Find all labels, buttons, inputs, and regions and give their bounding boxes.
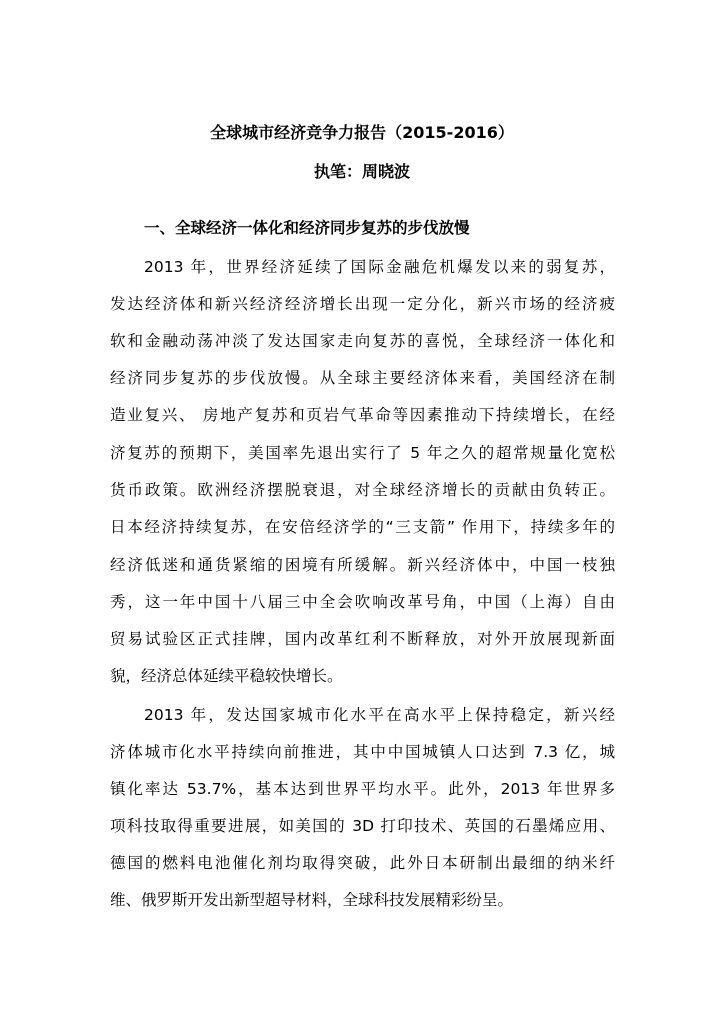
report-title: 全球城市经济竞争力报告（2015-2016） [210, 123, 514, 142]
paragraph-1-line: 秀，这一年中国十八届三中全会吹响改革号角，中国（上海）自由 [110, 593, 615, 611]
paragraph-2-line: 项科技取得重要进展，如美国的 3D 打印技术、英国的石墨烯应用、 [110, 817, 615, 835]
paragraph-1-line: 经济同步复苏的步伐放慢。从全球主要经济体来看，美国经济在制 [110, 369, 615, 387]
paragraph-1-line: 发达经济体和新兴经济经济增长出现一定分化，新兴市场的经济疲 [110, 295, 615, 313]
section-heading: 一、全球经济一体化和经济同步复苏的步伐放慢 [144, 219, 470, 237]
paragraph-1-line: 货币政策。欧洲经济摆脱衰退，对全球经济增长的贡献由负转正。 [110, 481, 615, 499]
paragraph-1-line: 2013 年，世界经济延续了国际金融危机爆发以来的弱复苏， [144, 258, 615, 276]
paragraph-2-line: 济体城市化水平持续向前推进，其中中国城镇人口达到 7.3 亿，城 [110, 743, 615, 761]
paragraph-2-line: 镇化率达 53.7%，基本达到世界平均水平。此外，2013 年世界多 [110, 780, 615, 798]
paragraph-1-line: 济复苏的预期下，美国率先退出实行了 5 年之久的超常规量化宽松 [110, 444, 615, 462]
paragraph-1-line: 经济低迷和通货紧缩的困境有所缓解。新兴经济体中，中国一枝独 [110, 556, 615, 574]
paragraph-1-line: 貌，经济总体延续平稳较快增长。 [110, 667, 343, 685]
paragraph-2-line: 德国的燃料电池催化剂均取得突破，此外日本研制出最细的纳米纤 [110, 854, 615, 872]
paragraph-1-line: 软和金融动荡冲淡了发达国家走向复苏的喜悦，全球经济一体化和 [110, 332, 615, 350]
paragraph-2-line: 维、俄罗斯开发出新型超导材料，全球科技发展精彩纷呈。 [110, 891, 514, 909]
paragraph-1-line: 日本经济持续复苏，在安倍经济学的“三支箭” 作用下，持续多年的 [110, 518, 615, 536]
paragraph-1-line: 贸易试验区正式挂牌，国内改革红利不断释放，对外开放展现新面 [110, 630, 615, 648]
paragraph-2-line: 2013 年，发达国家城市化水平在高水平上保持稳定，新兴经 [144, 706, 615, 724]
paragraph-1-line: 造业复兴、 房地产复苏和页岩气革命等因素推动下持续增长，在经 [110, 406, 615, 424]
author-line: 执笔：周晓波 [313, 162, 410, 181]
